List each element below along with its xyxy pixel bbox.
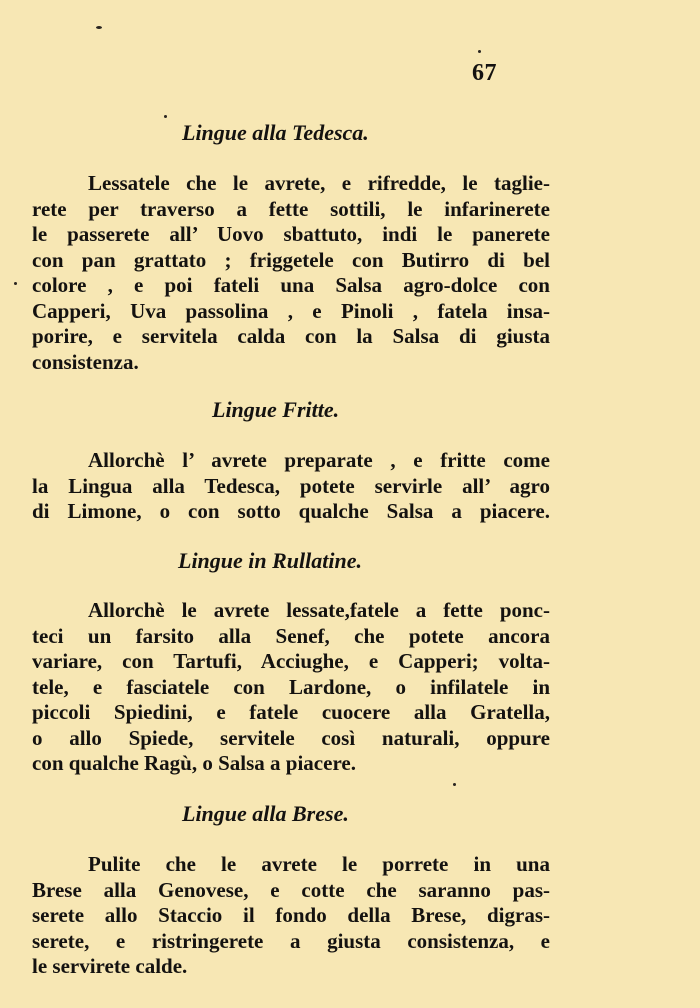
- text-line: colore , e poi fateli una Salsa agro-dolce con: [32, 273, 550, 297]
- text-line: Brese alla Genovese, e cotte che saranno pas-: [32, 877, 550, 902]
- text-line: Capperi, Uva passolina , e Pinoli , fatela insa-: [32, 298, 550, 323]
- text-line: variare, con Tartufi, Acciughe, e Capperi; volta-: [32, 649, 550, 673]
- text-line: Lessatele che le avrete, e rifredde, le taglie-: [88, 171, 550, 195]
- section-paragraph: [32, 852, 550, 980]
- section-paragraph: [32, 448, 550, 525]
- section-title: Lingue alla Brese.: [182, 801, 349, 826]
- ink-speck: [478, 50, 481, 53]
- section-title: Lingue Fritte.: [212, 397, 340, 422]
- text-line: le servirete calde.: [32, 954, 188, 978]
- text-line: o allo Spiede, servitele così naturali, oppure: [32, 725, 550, 750]
- text-line: le passerete all’ Uovo sbattuto, indi le panerete: [32, 222, 550, 246]
- section-title: Lingue in Rullatine.: [178, 548, 362, 573]
- section-title: Lingue alla Tedesca.: [182, 120, 369, 145]
- text-line: teci un farsito alla Senef, che potete ancora: [32, 623, 550, 648]
- text-line: serete allo Staccio il fondo della Brese, digras-: [32, 903, 550, 927]
- page-number: 67: [472, 60, 497, 86]
- text-line: di Limone, o con sotto qualche Salsa a piacere.: [32, 499, 550, 523]
- section-paragraph: [32, 598, 550, 777]
- section-paragraph: [32, 171, 550, 375]
- text-line: piccoli Spiedini, e fatele cuocere alla Gratella,: [32, 700, 550, 724]
- text-line: serete, e ristringerete a giusta consistenza, e: [32, 928, 550, 953]
- text-line: con qualche Ragù, o Salsa a piacere.: [32, 751, 356, 775]
- text-line: porire, e servitela calda con la Salsa di giusta: [32, 324, 550, 348]
- text-line: con pan grattato ; friggetele con Butirro di bel: [32, 247, 550, 272]
- ink-speck: [14, 282, 17, 285]
- text-line: rete per traverso a fette sottili, le infarinerete: [32, 196, 550, 221]
- ink-speck: [96, 26, 102, 29]
- ink-speck: [164, 115, 167, 118]
- ink-speck: [453, 783, 456, 786]
- text-line: Allorchè le avrete lessate,fatele a fette ponc-: [88, 598, 550, 622]
- text-line: Allorchè l’ avrete preparate , e fritte come: [88, 448, 550, 472]
- text-line: tele, e fasciatele con Lardone, o infilatele in: [32, 674, 550, 699]
- text-line: la Lingua alla Tedesca, potete servirle all’ agro: [32, 473, 550, 498]
- text-line: Pulite che le avrete le porrete in una: [88, 852, 550, 876]
- text-line: consistenza.: [32, 349, 139, 374]
